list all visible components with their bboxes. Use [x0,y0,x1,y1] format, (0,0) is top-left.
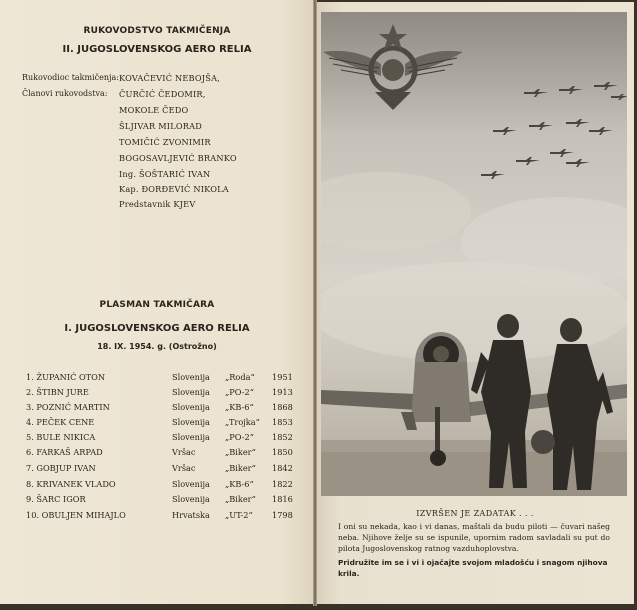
competitor-region: Hrvatska [172,510,210,520]
table-row [26,510,294,524]
competitor-points: 1816 [272,494,293,504]
table-row [26,494,294,508]
jet-formation-icon [481,82,627,179]
committee-member: ŠLJIVAR MILORAD [119,121,203,131]
competitor-points: 1822 [272,479,293,489]
competitor-plane: „KB-6“ [225,479,254,489]
competitor-name: 8. KRIVANEK VLADO [26,479,116,489]
table-row [26,402,294,416]
photo [321,12,627,496]
competitor-plane: „Roda“ [225,372,255,382]
pilot-wings-badge-icon [323,24,463,110]
competitor-name: 1. ŽUPANIĆ OTON [26,372,105,382]
competitor-plane: „Trojka“ [225,417,260,427]
competitor-points: 1951 [272,372,293,382]
competitor-plane: „Biker“ [225,494,256,504]
competitor-region: Slovenija [172,402,210,412]
caption-body: I oni su nekada, kao i vi danas, maštali da budu piloti — čuvari našeg neba. Njihove želje su se ispunile, upornim radom savladali su put do pilota Jugoslovenskog ratnog vazduhoplovstva. [338,522,610,553]
competitor-points: 1852 [272,432,293,442]
competitor-region: Slovenija [172,494,210,504]
table-row [26,372,294,386]
committee-member: BOGOSAVLJEVIĆ BRANKO [119,153,237,163]
competitor-region: Slovenija [172,372,210,382]
competitor-name: 6. FARKAŠ ARPAD [26,447,103,457]
competitor-points: 1850 [272,447,293,457]
competitor-plane: „Biker“ [225,447,256,457]
leader-label: Rukovodioc takmičenja: [22,73,119,82]
committee-member: MOKOLE ČEDO [119,105,189,115]
table-row [26,463,294,477]
table-row [26,479,294,493]
ranking-date: 18. IX. 1954. g. (Ostrožno) [97,342,217,351]
competitor-points: 1798 [272,510,293,520]
competitor-region: Vršac [172,447,196,457]
competitor-plane: „UT-2“ [225,510,253,520]
table-row [26,432,294,446]
table-row [26,417,294,431]
committee-member: KOVAČEVIĆ NEBOJŠA, [119,73,221,83]
table-row [26,447,294,461]
competitor-plane: „Biker“ [225,463,256,473]
competitor-region: Slovenija [172,479,210,489]
competitor-name: 3. POZNIĆ MARTIN [26,402,110,412]
committee-member: Kap. ĐORĐEVIĆ NIKOLA [119,184,229,194]
competitor-name: 5. BULE NIKICA [26,432,96,442]
competitor-region: Slovenija [172,417,210,427]
competitor-points: 1913 [272,387,293,397]
competitor-points: 1868 [272,402,293,412]
competitor-name: 2. ŠTIBN JURE [26,387,89,397]
competitor-plane: „PO-2“ [225,432,254,442]
committee-subheading: II. JUGOSLOVENSKOG AERO RELIA [62,44,252,55]
competitor-region: Slovenija [172,387,210,397]
members-label: Članovi rukovodstva: [22,89,108,98]
competitor-plane: „PO-2“ [225,387,254,397]
committee-member: Ing. ŠOŠTARIĆ IVAN [119,169,211,179]
competitor-region: Slovenija [172,432,210,442]
competitor-region: Vršac [172,463,196,473]
caption-title: IZVRŠEN JE ZADATAK . . . [416,509,534,518]
competitor-name: 4. PEČEK CENE [26,417,95,427]
competitor-name: 10. OBULJEN MIHAJLO [26,510,126,520]
committee-member: TOMIČIĆ ZVONIMIR [119,137,211,147]
caption-call-to-action: Pridružite im se i vi i ojačajte svojom mladošću i snagom njihova krila. [338,558,608,578]
competitor-name: 7. GOBJUP IVAN [26,463,96,473]
competitor-plane: „KB-6“ [225,402,254,412]
committee-member: ČURČIĆ ČEDOMIR, [119,89,206,99]
competitor-points: 1842 [272,463,293,473]
committee-heading: RUKOVODSTVO TAKMIČENJA [83,26,231,36]
competitor-name: 9. ŠARC IGOR [26,494,86,504]
committee-member: Predstavnik KJEV [119,199,196,209]
competitor-points: 1853 [272,417,293,427]
table-row [26,387,294,401]
ranking-heading: PLASMAN TAKMIČARA [99,300,215,310]
ranking-subheading: I. JUGOSLOVENSKOG AERO RELIA [64,323,250,334]
